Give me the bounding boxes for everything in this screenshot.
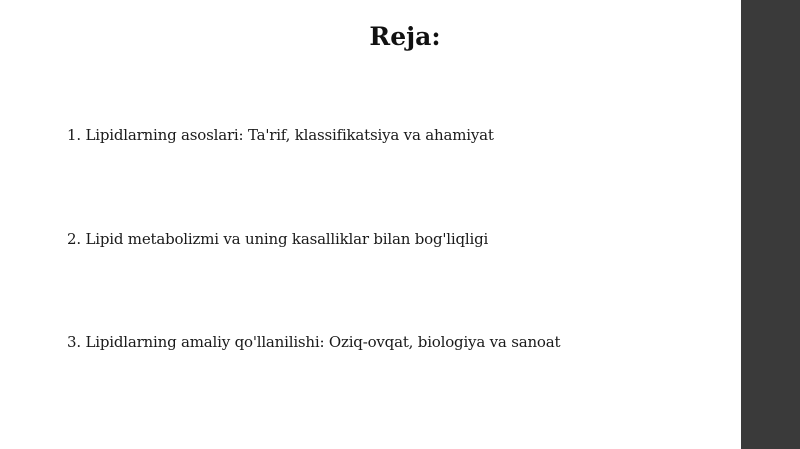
plan-item-3: 3. Lipidlarning amaliy qo'llanilishi: Oziq-ovqat, biologiya va sanoat [67,333,561,351]
plan-item-1: 1. Lipidlarning asoslari: Ta'rif, klassifikatsiya va ahamiyat [67,126,494,144]
slide-title: Reja: [369,22,441,51]
side-panel [741,0,800,449]
plan-item-2: 2. Lipid metabolizmi va uning kasalliklar bilan bog'liqligi [67,230,489,248]
